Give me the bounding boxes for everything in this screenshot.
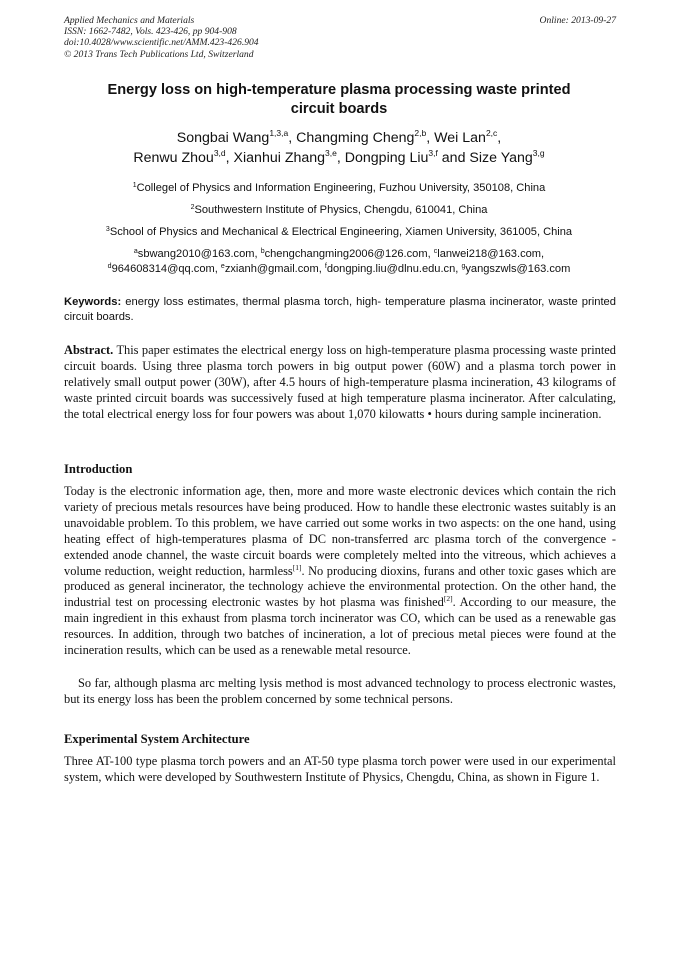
- author-sup: 2,c: [485, 128, 498, 138]
- author-sep: ,: [288, 130, 297, 146]
- intro-text: Today is the electronic information age, then, more and more waste electronic devices which contain the rich variety of precious metals resources have being produced. How to handle these electronic wastes suitably is an unavoidable problem. To this problem, we have carried out some works in two aspects: on the one hand, using heating effect of high-temperatures plasma of DC non-transferred arc plasma torch of the convergence - extended anode channel, the waste circuit boards were completely melted into the vitreous, which achieves a volume reduction, weight reduction, harmless: [64, 484, 616, 578]
- abstract-text: This paper estimates the electrical energy loss on high-temperature plasma processing waste printed circuit boards. Using three plasma torch powers in big output power (60W) and a plasma torch power in relatively small output power (30W), after 4.5 hours of high-temperature plasma incineration, 43 kilograms of waste printed circuit boards was successively fused at high temperature plasma incinerator. After calculating, the total electrical energy loss for four powers was about 1,070 kilowatts • hours during sample incineration.: [64, 343, 616, 421]
- email-sup: a: [133, 248, 138, 255]
- title-line-1: Energy loss on high-temperature plasma processing waste printed: [107, 82, 571, 98]
- issn-line: ISSN: 1662-7482, Vols. 423-426, pp 904-908: [64, 26, 237, 38]
- author-sep: ,: [336, 150, 345, 166]
- doi-line[interactable]: doi:10.4028/www.scientific.net/AMM.423-426.904: [64, 37, 259, 49]
- keywords-paragraph: [64, 295, 616, 325]
- email-link[interactable]: 964608314@qq.com,: [111, 263, 221, 275]
- affiliation-text: School of Physics and Mechanical & Electrical Engineering, Xiamen University, 361005, China: [109, 226, 573, 238]
- author-sup: 3,e: [325, 148, 337, 158]
- abstract-paragraph: [64, 343, 616, 423]
- author-and: and: [437, 150, 470, 166]
- journal-header: [64, 15, 616, 60]
- author-name: Xianhui Zhang: [233, 150, 326, 166]
- email-sup: f: [324, 263, 327, 270]
- online-date: Online: 2013-09-27: [539, 15, 616, 26]
- author-sup: 3,g: [532, 148, 545, 158]
- author-comma: ,: [497, 130, 502, 146]
- citation-ref[interactable]: [1]: [292, 562, 302, 572]
- author-sup: 3,f: [428, 148, 438, 158]
- email-sup: d: [107, 263, 112, 270]
- affiliation-text: Southwestern Institute of Physics, Chengdu, 610041, China: [194, 204, 488, 216]
- intro-text: . No producing dioxins, furans and other toxic gases which are produced as general incinerator, the technology achieve the environmental protection. On the other hand, the industrial test on processing electronic wastes by hot plasma was finished: [64, 563, 616, 610]
- experimental-heading: Experimental System Architecture: [64, 732, 250, 746]
- email-link[interactable]: sbwang2010@163.com,: [137, 248, 261, 260]
- email-link[interactable]: dongping.liu@dlnu.edu.cn,: [326, 263, 462, 275]
- email-link[interactable]: zxianh@gmail.com,: [224, 263, 325, 275]
- affiliation-sup: 2: [190, 204, 195, 211]
- affiliation-2: [62, 203, 616, 218]
- paper-title: [70, 81, 608, 119]
- introduction-paragraph-2: So far, although plasma arc melting lysis method is most advanced technology to process electronic wastes, but its energy loss has been the problem concerned by some technical persons.: [64, 676, 616, 706]
- author-name: Changming Cheng: [296, 130, 415, 146]
- author-name: Dongping Liu: [344, 150, 429, 166]
- author-name: Wei Lan: [434, 130, 486, 146]
- author-name: Size Yang: [469, 150, 533, 166]
- citation-ref[interactable]: [2]: [443, 594, 453, 604]
- affiliation-sup: 1: [132, 182, 137, 189]
- email-sup: c: [433, 248, 438, 255]
- journal-name: Applied Mechanics and Materials: [64, 15, 195, 26]
- email-sup: g: [461, 263, 466, 270]
- introduction-heading: Introduction: [64, 462, 133, 476]
- author-sep: ,: [225, 150, 234, 166]
- title-line-2: circuit boards: [290, 101, 388, 117]
- copyright-line: © 2013 Trans Tech Publications Ltd, Switzerland: [64, 48, 254, 60]
- affiliation-text: Collegel of Physics and Information Engineering, Fuzhou University, 350108, China: [136, 182, 546, 194]
- affiliation-sup: 3: [105, 226, 110, 233]
- author-sup: 2,b: [414, 128, 427, 138]
- author-line-2: [70, 148, 608, 168]
- email-link[interactable]: chengchangming2006@126.com,: [264, 248, 434, 260]
- keywords-label: Keywords:: [64, 296, 122, 308]
- intro-text: . According to our measure, the main ingredient in this exhaust from plasma torch incinerator was CO, which can be used as a renewable gas resources. In addition, through two batches of incineration, a lot of precious metal pieces were found at the incineration results, which can be used as a renewable metal resource.: [64, 595, 616, 658]
- email-sup: e: [220, 263, 225, 270]
- author-list: [70, 128, 608, 168]
- email-line-1: [62, 247, 616, 262]
- author-sup: 1,3,a: [269, 128, 289, 138]
- author-sup: 3,d: [213, 148, 226, 158]
- author-name: Songbai Wang: [176, 130, 270, 146]
- introduction-paragraph-1: [64, 484, 616, 659]
- email-line-2: [62, 262, 616, 277]
- author-line-1: [70, 128, 608, 148]
- affiliation-3: [62, 225, 616, 240]
- affiliation-1: [62, 181, 616, 196]
- keywords-text: energy loss estimates, thermal plasma torch, high- temperature plasma incinerator, waste printed circuit boards.: [64, 296, 616, 323]
- email-link[interactable]: lanwei218@163.com,: [437, 248, 545, 260]
- email-sup: b: [260, 248, 265, 255]
- author-sep: ,: [426, 130, 435, 146]
- abstract-label: Abstract.: [64, 343, 114, 357]
- email-link[interactable]: yangszwls@163.com: [465, 263, 571, 275]
- author-name: Renwu Zhou: [133, 150, 214, 166]
- experimental-paragraph-1: Three AT-100 type plasma torch powers and an AT-50 type plasma torch power were used in our experimental system, which were developed by Southwestern Institute of Physics, Chengdu, China, as shown in Figure 1.: [64, 754, 616, 784]
